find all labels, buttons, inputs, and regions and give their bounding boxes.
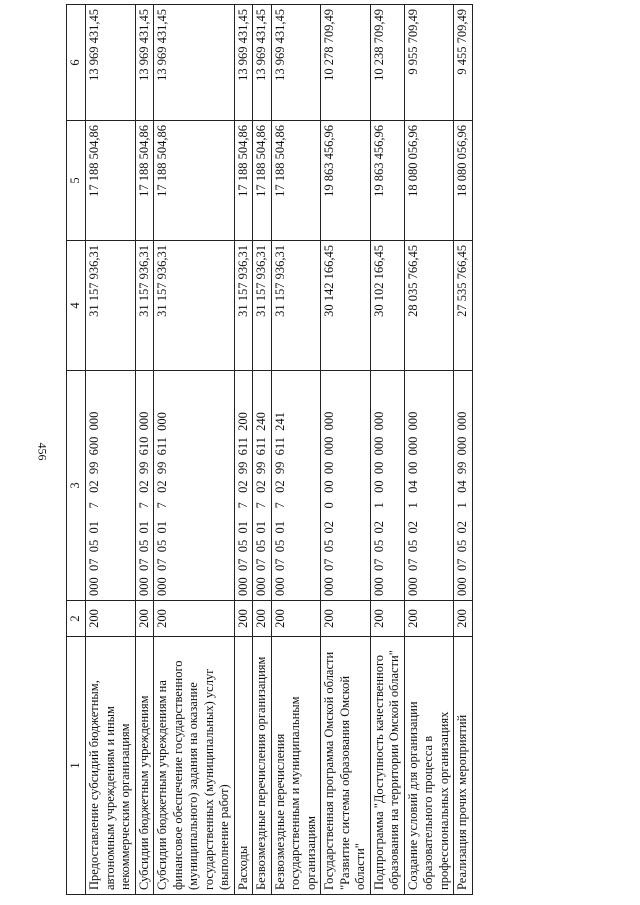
row-classification-code: 000 07 05 01 7 02 99 611 240	[253, 371, 272, 601]
table-row	[271, 5, 321, 895]
row-admin-code: 200	[404, 601, 454, 637]
row-value-4: 30 102 166,45	[370, 241, 404, 371]
row-name: Субсидии бюджетным учреждениям на финансовое обеспечение государственного (муниципального) задания на оказание государственных (муниципальных) услуг (выполнение работ)	[154, 637, 235, 895]
row-value-5: 19 863 456,96	[370, 121, 404, 241]
row-name: Предоставление субсидий бюджетным, автономным учреждениям и иным некоммерческим организациям	[86, 637, 136, 895]
col-header-1: 1	[67, 637, 86, 895]
row-classification-code: 000 07 05 02 0 00 00 000 000	[321, 371, 371, 601]
table-row	[86, 5, 136, 895]
row-value-6: 13 969 431,45	[271, 5, 321, 121]
row-value-4: 31 157 936,31	[271, 241, 321, 371]
row-name: Создание условий для организации образовательного процесса в профессиональных организациях	[404, 637, 454, 895]
row-value-5: 18 080 056,96	[404, 121, 454, 241]
row-value-5: 17 188 504,86	[271, 121, 321, 241]
row-name: Реализация прочих мероприятий	[454, 637, 473, 895]
row-value-4: 30 142 166,45	[321, 241, 371, 371]
row-name: Субсидии бюджетным учреждениям	[135, 637, 154, 895]
row-classification-code: 000 07 05 01 7 02 99 611 241	[271, 371, 321, 601]
table-row	[370, 5, 404, 895]
row-admin-code: 200	[154, 601, 235, 637]
row-value-4: 27 535 766,45	[454, 241, 473, 371]
row-value-5: 17 188 504,86	[135, 121, 154, 241]
row-name: Государственная программа Омской области "Развитие системы образования Омской области"	[321, 637, 371, 895]
row-value-4: 31 157 936,31	[135, 241, 154, 371]
row-value-6: 10 278 709,49	[321, 5, 371, 121]
row-classification-code: 000 07 05 01 7 02 99 600 000	[86, 371, 136, 601]
table-row	[454, 5, 473, 895]
row-admin-code: 200	[234, 601, 253, 637]
col-header-6: 6	[67, 5, 86, 121]
row-value-4: 31 157 936,31	[154, 241, 235, 371]
row-value-5: 19 863 456,96	[321, 121, 371, 241]
row-value-4: 31 157 936,31	[253, 241, 272, 371]
row-admin-code: 200	[135, 601, 154, 637]
header-row	[67, 5, 86, 895]
row-admin-code: 200	[86, 601, 136, 637]
row-name: Расходы	[234, 637, 253, 895]
row-value-6: 9 455 709,49	[454, 5, 473, 121]
row-classification-code: 000 07 05 02 1 04 99 000 000	[454, 371, 473, 601]
table-row	[135, 5, 154, 895]
row-value-4: 28 035 766,45	[404, 241, 454, 371]
row-value-6: 13 969 431,45	[135, 5, 154, 121]
col-header-4: 4	[67, 241, 86, 371]
row-name: Безвозмездные перечисления государственным и муниципальным организациям	[271, 637, 321, 895]
row-admin-code: 200	[370, 601, 404, 637]
row-classification-code: 000 07 05 01 7 02 99 611 200	[234, 371, 253, 601]
col-header-3: 3	[67, 371, 86, 601]
row-value-5: 17 188 504,86	[253, 121, 272, 241]
row-classification-code: 000 07 05 02 1 00 00 000 000	[370, 371, 404, 601]
row-value-4: 31 157 936,31	[234, 241, 253, 371]
budget-table-sheet	[66, 2, 628, 897]
table-row	[253, 5, 272, 895]
row-value-4: 31 157 936,31	[86, 241, 136, 371]
row-name: Безвозмездные перечисления организациям	[253, 637, 272, 895]
row-value-5: 17 188 504,86	[234, 121, 253, 241]
col-header-2: 2	[67, 601, 86, 637]
row-admin-code: 200	[321, 601, 371, 637]
table-row	[404, 5, 454, 895]
rotated-table-container	[66, 5, 626, 895]
row-classification-code: 000 07 05 01 7 02 99 611 000	[154, 371, 235, 601]
row-classification-code: 000 07 05 01 7 02 99 610 000	[135, 371, 154, 601]
row-value-5: 17 188 504,86	[154, 121, 235, 241]
row-value-6: 13 969 431,45	[154, 5, 235, 121]
row-name: Подпрограмма "Доступность качественного образования на территории Омской области"	[370, 637, 404, 895]
row-value-5: 18 080 056,96	[454, 121, 473, 241]
row-classification-code: 000 07 05 02 1 04 00 000 000	[404, 371, 454, 601]
row-admin-code: 200	[271, 601, 321, 637]
row-value-6: 13 969 431,45	[86, 5, 136, 121]
row-value-6: 9 955 709,49	[404, 5, 454, 121]
row-value-5: 17 188 504,86	[86, 121, 136, 241]
page-number: 456	[35, 442, 50, 461]
row-value-6: 10 238 709,49	[370, 5, 404, 121]
table-row	[154, 5, 235, 895]
table-row	[234, 5, 253, 895]
row-value-6: 13 969 431,45	[234, 5, 253, 121]
row-admin-code: 200	[454, 601, 473, 637]
row-admin-code: 200	[253, 601, 272, 637]
row-value-6: 13 969 431,45	[253, 5, 272, 121]
col-header-5: 5	[67, 121, 86, 241]
budget-table	[66, 4, 473, 895]
table-row	[321, 5, 371, 895]
